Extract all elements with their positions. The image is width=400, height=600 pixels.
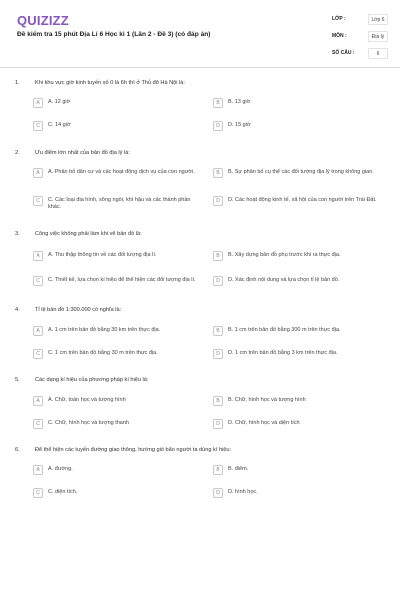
page-title: Đề kiểm tra 15 phút Địa Lí 6 Học kì 1 (Lần 2 - Đề 3) (có đáp án) (17, 31, 211, 38)
option-letter-badge: B (213, 168, 223, 178)
option-text: C. Thiết kế, lựa chọn kí hiệu để thể hiện các đối tượng địa lí. (48, 277, 196, 283)
option-text: C. diện tích. (48, 489, 78, 495)
option-letter-badge: D (213, 121, 223, 131)
header-divider (0, 67, 400, 68)
question-text: Các dạng kí hiệu của phương pháp kí hiệu là: (35, 377, 149, 383)
question-text: Khi khu vực giờ kinh tuyến số 0 là 6h thì ở Thủ đô Hà Nội là: (35, 80, 185, 86)
option-letter-badge: D (213, 349, 223, 359)
option-text: C. Chữ, hình học và tượng thanh (48, 420, 129, 426)
option-text: C. 14 giờ (48, 122, 71, 128)
question-number: 6. (15, 447, 20, 453)
meta-label: SỐ CÂU : (332, 50, 355, 56)
option-letter-badge: D (213, 276, 223, 286)
option-letter-badge: C (33, 276, 43, 286)
question-number: 5. (15, 377, 20, 383)
question-text: Để thể hiện các tuyến đường giao thông, hướng gió bão người ta dùng kí hiệu: (35, 447, 232, 453)
option-letter-badge: C (33, 121, 43, 131)
option-text: C. Các loại địa hình, sông ngòi, khí hậu và các thành phần khác. (48, 197, 191, 211)
option-letter-badge: B (213, 98, 223, 108)
option-letter-badge: D (213, 419, 223, 429)
option-text: D. Các hoạt động kinh tế, xã hội của con người trên Trái Đất. (228, 197, 377, 203)
option-text: D. 1 cm trên bản đồ bằng 3 km trên thực địa. (228, 350, 338, 356)
worksheet-meta (332, 12, 388, 63)
meta-value: 6 (368, 48, 388, 59)
option-text: B. Xây dựng bản đồ phụ trước khi ra thực địa. (228, 252, 341, 258)
option-letter-badge: B (213, 326, 223, 336)
quizizz-logo[interactable]: QUIZIZZ (17, 13, 69, 28)
question-text: Tỉ lệ bản đồ 1:300.000 có nghĩa là: (35, 307, 122, 313)
meta-row-question-count (332, 46, 388, 63)
option-letter-badge: A (33, 396, 43, 406)
option-letter-badge: B (213, 251, 223, 261)
option-text: B. 13 giờ (228, 99, 251, 105)
option-letter-badge: A (33, 98, 43, 108)
question-number: 4. (15, 307, 20, 313)
option-text: B. 1 cm trên bản đồ bằng 300 m trên thực địa. (228, 327, 341, 333)
worksheet-header (0, 0, 400, 66)
option-letter-badge: A (33, 465, 43, 475)
option-letter-badge: B (213, 465, 223, 475)
option-text: D. Chữ, hình học và diện tích (228, 420, 300, 426)
option-letter-badge: D (213, 196, 223, 206)
option-text: B. Sự phân bố cụ thể các đối tượng địa lý trong không gian. (228, 169, 374, 175)
option-text: A. Thu thập thông tin về các đối tượng địa lí. (48, 252, 157, 258)
option-text: A. 1 cm trên bản đồ bằng 30 km trên thực địa. (48, 327, 161, 333)
option-text: A. Phân bố dân cư và các hoạt động dịch vụ của con người. (48, 169, 195, 175)
question-text: Công việc không phải làm khi vẽ bản đồ là: (35, 231, 142, 237)
meta-value: Lớp 6 (368, 14, 388, 25)
option-letter-badge: B (213, 396, 223, 406)
option-text: B. Chữ, hình học và tượng hình (228, 397, 306, 403)
option-text: A. đường. (48, 466, 73, 472)
option-text: D. hình học. (228, 489, 258, 495)
option-text: A. 12 giờ (48, 99, 71, 105)
option-letter-badge: C (33, 196, 43, 206)
meta-label: MÔN : (332, 33, 347, 39)
option-letter-badge: C (33, 349, 43, 359)
option-letter-badge: A (33, 251, 43, 261)
option-text: A. Chữ, toán học và tượng hình (48, 397, 126, 403)
meta-value: Địa lý (368, 31, 388, 42)
option-letter-badge: D (213, 488, 223, 498)
question-text: Ưu điểm lớn nhất của bản đồ địa lý là: (35, 150, 130, 156)
option-text: B. điểm. (228, 466, 249, 472)
question-number: 3. (15, 231, 20, 237)
option-text: D. 15 giờ (228, 122, 251, 128)
question-number: 2. (15, 150, 20, 156)
option-letter-badge: C (33, 488, 43, 498)
meta-row-subject (332, 29, 388, 46)
option-letter-badge: A (33, 326, 43, 336)
meta-row-class (332, 12, 388, 29)
option-letter-badge: A (33, 168, 43, 178)
option-text: D. Xác định nội dung và lựa chọn tỉ lệ bản đồ. (228, 277, 340, 283)
option-text: C. 1 cm trên bản đồ bằng 30 m trên thực địa. (48, 350, 158, 356)
option-letter-badge: C (33, 419, 43, 429)
question-number: 1. (15, 80, 20, 86)
meta-label: LỚP : (332, 16, 346, 22)
